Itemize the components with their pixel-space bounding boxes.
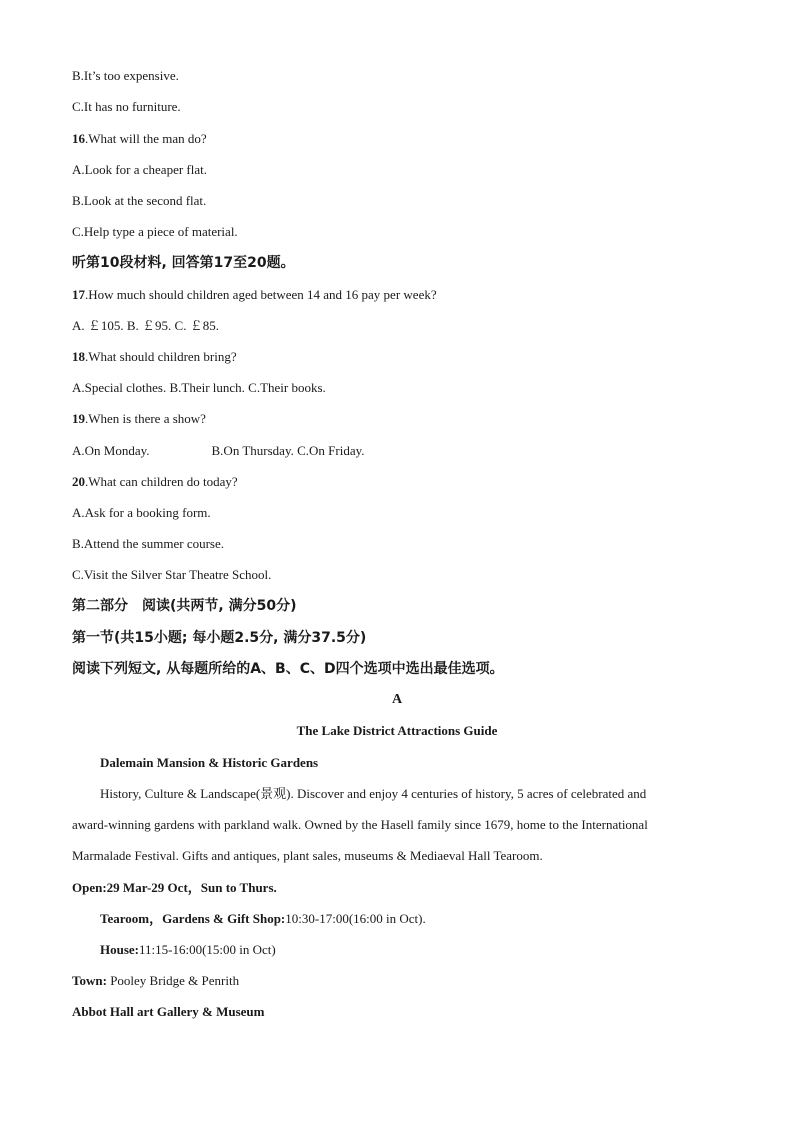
q17-text: .How much should children aged between 14 and 16 pay per week? — [85, 287, 437, 302]
q19-number: 19 — [72, 411, 85, 426]
q19-question — [72, 411, 206, 427]
q16-question — [72, 131, 207, 147]
dalemain-line-3: Marmalade Festival. Gifts and antiques, plant sales, museums & Mediaeval Hall Tearoom. — [72, 848, 543, 863]
town-label: Town: — [72, 973, 107, 988]
tearoom-value: 10:30-17:00(16:00 in Oct). — [285, 911, 426, 926]
q16-option-a: A.Look for a cheaper flat. — [72, 162, 207, 177]
q20-question — [72, 474, 238, 490]
section-one-heading: 第一节(共15小题; 每小题2.5分, 满分37.5分) — [72, 630, 367, 646]
house-value: 11:15-16:00(15:00 in Oct) — [139, 942, 276, 957]
q19-text: .When is there a show? — [85, 411, 206, 426]
q20-option-a: A.Ask for a booking form. — [72, 505, 211, 520]
tearoom-label: Tearoom，Gardens & Gift Shop: — [100, 911, 286, 926]
q19-option-a: A.On Monday. — [72, 443, 150, 458]
q17-question — [72, 287, 437, 303]
q18-options: A.Special clothes. B.Their lunch. C.Their books. — [72, 380, 326, 395]
section-10-heading: 听第10段材料, 回答第17至20题。 — [72, 255, 295, 271]
q18-text: .What should children bring? — [85, 349, 237, 364]
q17-options: A. ￡105. B. ￡95. C. ￡85. — [72, 318, 219, 333]
q20-text: .What can children do today? — [85, 474, 238, 489]
dalemain-line-2: award-winning gardens with parkland walk. Owned by the Hasell family since 1679, home to the International — [72, 817, 648, 832]
house-hours — [100, 942, 276, 958]
q20-option-b: B.Attend the summer course. — [72, 536, 224, 551]
q18-question — [72, 349, 237, 365]
open-dates: Open:29 Mar-29 Oct，Sun to Thurs. — [72, 880, 277, 895]
q15-option-b: B.It’s too expensive. — [72, 68, 179, 83]
q20-option-c: C.Visit the Silver Star Theatre School. — [72, 567, 272, 582]
dalemain-line-1: History, Culture & Landscape(景观). Discover and enjoy 4 centuries of history, 5 acres of celebrated and — [100, 786, 647, 801]
passage-letter: A — [391, 692, 403, 707]
q16-number: 16 — [72, 131, 85, 146]
part-two-heading: 第二部分 阅读(共两节, 满分50分) — [72, 598, 297, 614]
town-value: Pooley Bridge & Penrith — [106, 973, 240, 988]
q19-options — [72, 443, 365, 459]
q20-number: 20 — [72, 474, 85, 489]
q16-option-c: C.Help type a piece of material. — [72, 224, 238, 239]
q15-option-c: C.It has no furniture. — [72, 99, 181, 114]
house-label: House: — [100, 942, 139, 957]
tearoom-hours — [100, 911, 426, 927]
q16-text: .What will the man do? — [85, 131, 207, 146]
q16-option-b: B.Look at the second flat. — [72, 193, 207, 208]
guide-title: The Lake District Attractions Guide — [296, 723, 498, 738]
q19-option-bc: B.On Thursday. C.On Friday. — [211, 443, 365, 458]
dalemain-title: Dalemain Mansion & Historic Gardens — [100, 755, 319, 770]
q17-number: 17 — [72, 287, 85, 302]
town-line — [72, 973, 239, 989]
abbot-hall-title: Abbot Hall art Gallery & Museum — [72, 1004, 265, 1019]
reading-instruction: 阅读下列短文, 从每题所给的A、B、C、D四个选项中选出最佳选项。 — [72, 661, 504, 677]
q18-number: 18 — [72, 349, 85, 364]
